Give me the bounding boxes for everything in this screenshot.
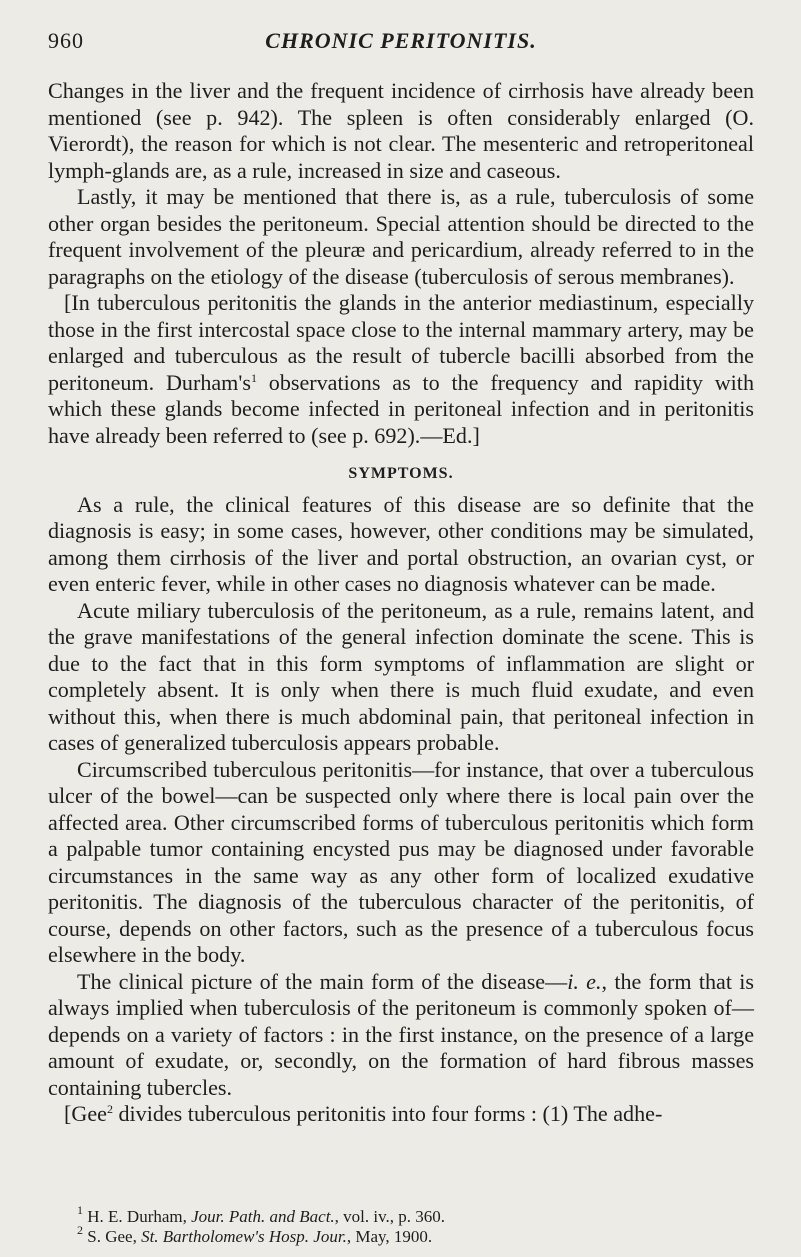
page-number: 960	[48, 28, 84, 53]
footnote-1	[48, 1203, 754, 1227]
footnote-2	[48, 1223, 754, 1247]
clinical-text-cont: , the form that is always implied when tuberculosis of the peritoneum is commonly spoken of—depends on a variety of factors : in the first instance, on the presence of a large amount of exudate, or, secondly, on the formation of hard fibrous masses containing tubercles.	[48, 968, 755, 1100]
mediastinum-text-cont: observations as to the frequency and rapidity with which these glands become infected in peritoneal infection and in peritonitis have already been referred to (see p. 692).—Ed.]	[48, 369, 754, 448]
paragraph-circumscribed: Circumscribed tuberculous peritonitis—for instance, that over a tuberculous ulcer of the bowel—can be suspected only where there is local pain over the affected area. Other circumscribed forms of tuberculous peritonitis which form a palpable tumor containing encysted pus may be diagnosed under favorable circumstances in the same way as any other form of localized exudative peritonitis. The diagnosis of the tuberculous character of the peritonitis, of course, depends on other factors, such as the presence of a tuberculous focus elsewhere in the body.	[48, 756, 754, 967]
paragraph-liver-spleen: Changes in the liver and the frequent incidence of cirrhosis have already been mentioned (see p. 942). The spleen is often considerably enlarged (O. Vierordt), the reason for which is not clear. The mesenteric and retroperitoneal lymph-glands are, as a rule, increased in size and caseous.	[48, 78, 754, 183]
paragraph-other-organs: Lastly, it may be mentioned that there is, as a rule, tuberculosis of some other organ besides the peritoneum. Special attention should be directed to the frequent involvement of the pleuræ and pericardium, already referred to in the paragraphs on the etiology of the disease (tuberculosis of serous membranes).	[48, 184, 754, 289]
mediastinum-text: [In tuberculous peritonitis the glands in the anterior mediastinum, especially those in the first intercostal space close to the internal mammary artery, may be enlarged and tuberculous as the result of tubercle bacilli absorbed from the peritoneum. Durham's	[48, 290, 754, 395]
footnote-2-rest: , May, 1900.	[346, 1227, 433, 1246]
footnote-marker-1: 1	[77, 1203, 83, 1217]
footnote-marker-2: 2	[77, 1223, 83, 1237]
footnotes	[48, 1203, 754, 1247]
clinical-ie: i. e.	[567, 968, 602, 994]
footnote-1-author: H. E. Durham,	[83, 1207, 192, 1226]
gee-text-cont: divides tuberculous peritonitis into four forms : (1) The adhe-	[112, 1101, 663, 1126]
paragraph-diagnosis: As a rule, the clinical features of this disease are so definite that the diagnosis is easy; in some cases, however, other conditions may be simulated, among them cirrhosis of the liver and portal obstruction, an ovarian cyst, or even enteric fever, while in other cases no diagnosis whatever can be made.	[48, 491, 754, 596]
paragraph-clinical-picture	[48, 969, 754, 1102]
page-header	[48, 28, 754, 58]
running-head: CHRONIC PERITONITIS.	[265, 28, 537, 53]
footnote-2-author: S. Gee,	[83, 1227, 142, 1246]
paragraph-gee	[48, 1101, 754, 1128]
page-body	[48, 78, 754, 1128]
paragraph-mediastinum-note	[48, 290, 754, 449]
footnote-1-journal: Jour. Path. and Bact.	[191, 1207, 335, 1226]
section-heading-symptoms: SYMPTOMS.	[348, 465, 454, 482]
gee-text: [Gee	[64, 1101, 107, 1126]
footnote-ref-1: 1	[250, 370, 257, 385]
clinical-text: The clinical picture of the main form of the disease—	[77, 968, 568, 994]
footnote-ref-2: 2	[106, 1102, 113, 1116]
footnote-2-journal: St. Bartholomew's Hosp. Jour.	[141, 1227, 347, 1246]
footnote-1-rest: , vol. iv., p. 360.	[334, 1207, 446, 1226]
paragraph-acute-miliary: Acute miliary tuberculosis of the peritoneum, as a rule, remains latent, and the grave manifestations of the general infection dominate the scene. This is due to the fact that in this form symptoms of inflammation are slight or completely absent. It is only when there is much fluid exudate, and even without this, when there is much abdominal pain, that peritoneal infection in cases of generalized tuberculosis appears probable.	[48, 597, 754, 755]
